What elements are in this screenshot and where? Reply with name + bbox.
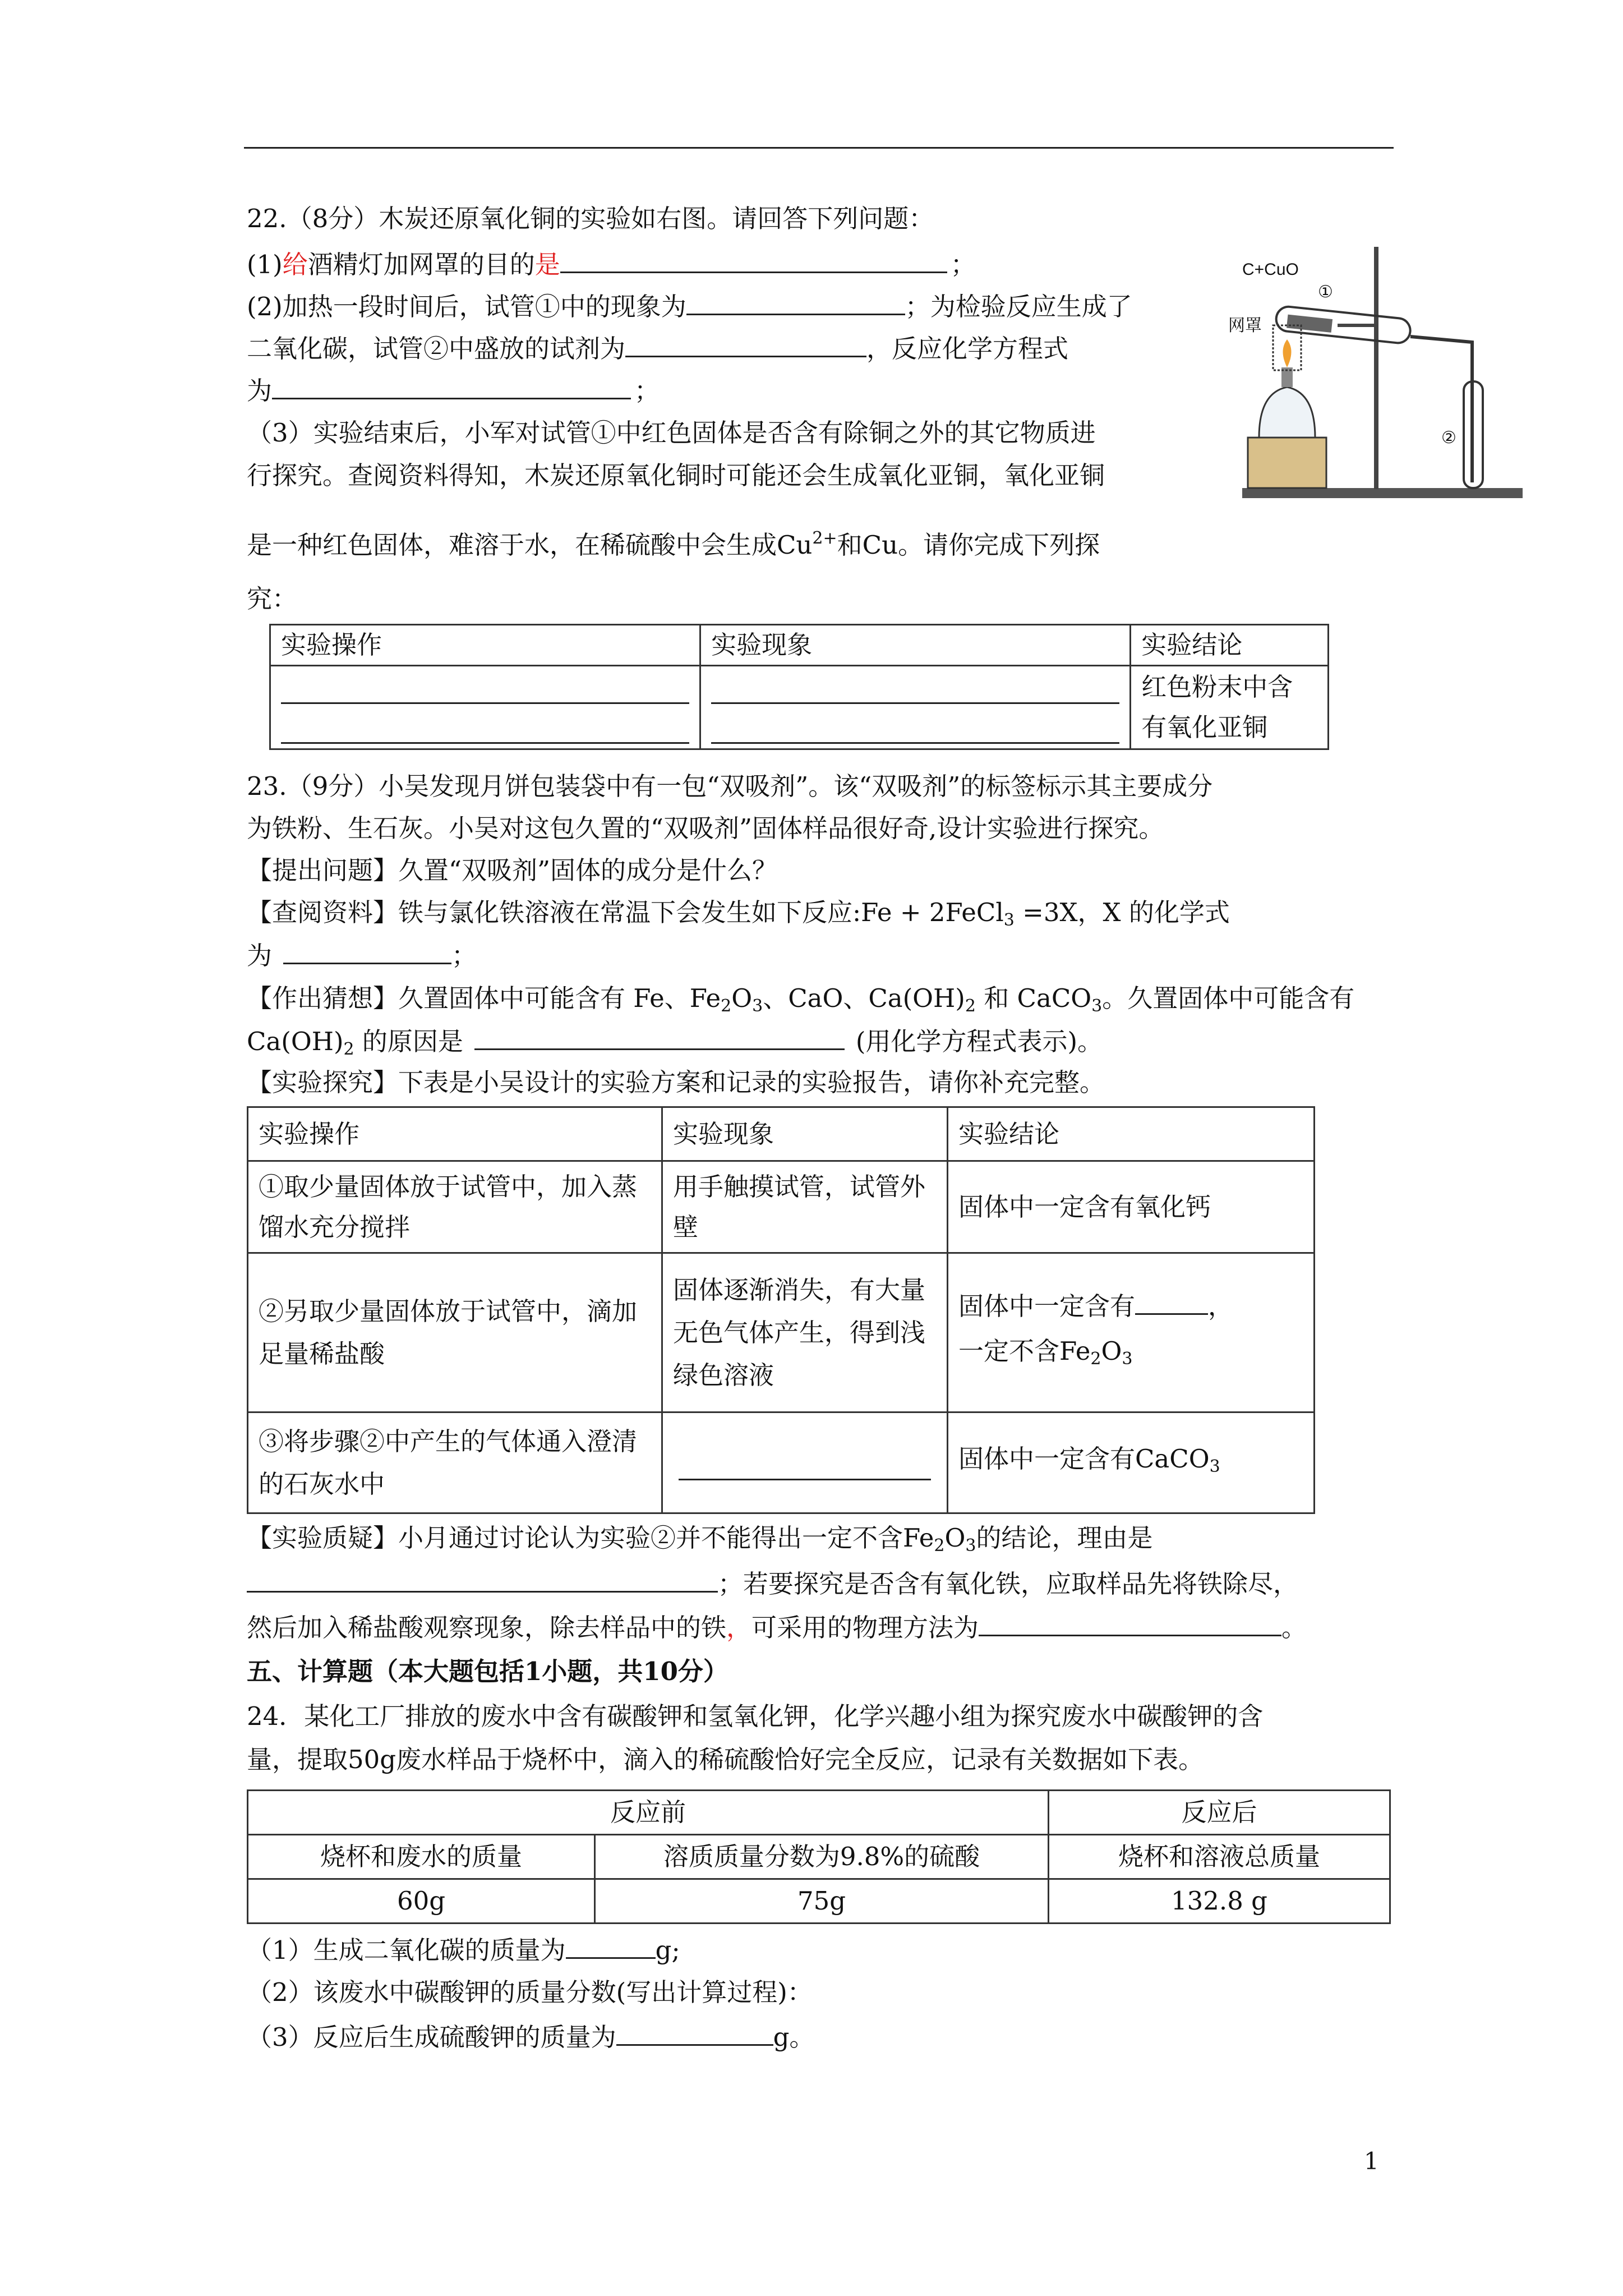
figure-label-cuo: C+CuO [1242, 260, 1299, 279]
table-header: 烧杯和废水的质量 [248, 1835, 595, 1879]
header-rule [244, 147, 1394, 149]
q23-doubt: 【实验质疑】小月通过讨论认为实验②并不能得出一定不含$Fe_2O_3$的结论，理由是 [247, 1523, 1153, 1556]
answer-blank[interactable] [560, 247, 947, 273]
figure-label-tube2: ② [1441, 429, 1456, 447]
q22-table [269, 624, 1329, 750]
answer-cell-phenomenon[interactable] [700, 666, 1131, 749]
table-header-after: 反应后 [1049, 1791, 1390, 1835]
q22-part3-line2: 行探究。查阅资料得知，木炭还原氧化铜时可能还会生成氧化亚铜，氧化亚铜 [247, 461, 1105, 490]
answer-cell-operation[interactable] [270, 666, 700, 749]
q24-line2: 量，提取50g废水样品于烧杯中，滴入的稀硫酸恰好完全反应，记录有关数据如下表。 [247, 1745, 1204, 1774]
q23-title-line2: 为铁粉、生石灰。小吴对这包久置的“双吸剂”固体样品很好奇,设计实验进行探究。 [247, 813, 1164, 843]
table-cell: 固体中一定含有氧化钙 [948, 1161, 1315, 1253]
q24-sub1: （1）生成二氧化碳的质量为 g; [247, 1932, 680, 1967]
table-cell: 用手触摸试管，试管外壁 [662, 1161, 948, 1253]
stand-base [1242, 488, 1523, 498]
table-header-before: 反应前 [248, 1791, 1049, 1835]
table-header: 实验结论 [948, 1107, 1315, 1161]
page-number: 1 [1364, 2147, 1379, 2175]
table-cell: 75g [595, 1879, 1049, 1924]
table-header: 实验操作 [248, 1107, 662, 1161]
experiment-apparatus-figure [1225, 241, 1539, 516]
q23-doubt-line3: 然后加入稀盐酸观察现象，除去样品中的铁，可采用的物理方法为 。 [247, 1610, 1307, 1645]
answer-blank[interactable] [272, 373, 631, 399]
figure-label-tube1: ① [1318, 283, 1333, 301]
q24-sub3: （3）反应后生成硫酸钾的质量为 g。 [247, 2019, 814, 2054]
q23-guess: 【作出猜想】久置固体中可能含有 Fe、$Fe_2O_3$、CaO、$Ca(OH)_2$ 和 CaCO$_3$。久置固体中可能含有 [247, 983, 1355, 1016]
q23-doubt-line2: ；若要探究是否含有氧化铁，应取样品先将铁除尽， [247, 1566, 1298, 1601]
answer-blank[interactable] [474, 1024, 845, 1050]
q23-table [247, 1106, 1315, 1514]
table-header: 实验结论 [1131, 625, 1329, 666]
table-cell: ②另取少量固体放于试管中，滴加足量稀盐酸 [248, 1253, 662, 1412]
table-header: 烧杯和溶液总质量 [1049, 1835, 1390, 1879]
q24-line1: 24．某化工厂排放的废水中含有碳酸钾和氢氧化钾，化学兴趣小组为探究废水中碳酸钾的含 [247, 1701, 1264, 1731]
table-cell: ③将步骤②中产生的气体通入澄清的石灰水中 [248, 1412, 662, 1513]
q24-sub2: （2）该废水中碳酸钾的质量分数(写出计算过程)： [247, 1977, 813, 2007]
answer-cell[interactable] [662, 1412, 948, 1513]
q23-reference: 【查阅资料】铁与氯化铁溶液在常温下会发生如下反应:Fe + 2FeCl$_3$ =3X，X 的化学式 [247, 898, 1230, 930]
q23-reference-line2: 为 ； [247, 938, 477, 973]
stand-rod [1374, 247, 1378, 489]
q22-part3-line1: （3）实验结束后，小军对试管①中红色固体是否含有除铜之外的其它物质进 [247, 418, 1096, 448]
answer-blank[interactable] [625, 331, 866, 357]
table-cell: 固体中一定含有 ， 一定不含$Fe_2O_3$ [948, 1253, 1315, 1412]
q23-title: 23.（9分）小吴发现月饼包装袋中有一包“双吸剂”。该“双吸剂”的标签标示其主要成分 [247, 771, 1213, 801]
q23-ask: 【提出问题】久置“双吸剂”固体的成分是什么？ [247, 855, 778, 885]
q22-part3-line3: 是一种红色固体，难溶于水，在稀硫酸中会生成$Cu^{2+}$和Cu。请你完成下列探 [247, 528, 1100, 560]
table-header: 实验现象 [662, 1107, 948, 1161]
section-five-heading: 五、计算题（本大题包括1小题，共10分） [247, 1657, 728, 1686]
answer-blank[interactable] [566, 1932, 656, 1959]
answer-blank[interactable] [686, 289, 905, 315]
table-cell: ①取少量固体放于试管中，加入蒸馏水充分搅拌 [248, 1161, 662, 1253]
q22-part2-line2: 二氧化碳，试管②中盛放的试剂为 ，反应化学方程式 [247, 331, 1068, 366]
wooden-block [1248, 438, 1326, 488]
q22-part2-line3: 为 ； [247, 373, 660, 408]
answer-blank[interactable] [247, 1566, 718, 1593]
table-cell: 固体中一定含有CaCO$_3$ [948, 1412, 1315, 1513]
figure-label-mesh: 网罩 [1228, 316, 1262, 335]
q23-explore: 【实验探究】下表是小吴设计的实验方案和记录的实验报告，请你补充完整。 [247, 1068, 1105, 1097]
table-cell: 固体逐渐消失，有大量无色气体产生，得到浅绿色溶液 [662, 1253, 948, 1412]
table-cell: 60g [248, 1879, 595, 1924]
q22-title: 22.（8分）木炭还原氧化铜的实验如右图。请回答下列问题： [247, 204, 934, 233]
answer-blank[interactable] [1135, 1289, 1208, 1315]
q22-part1: (1)给酒精灯加网罩的目的是 ； [247, 247, 976, 282]
table-header: 实验操作 [270, 625, 700, 666]
table-header: 实验现象 [700, 625, 1131, 666]
table-cell-conclusion: 红色粉末中含有氧化亚铜 [1131, 666, 1329, 749]
q22-part2-line1: (2)加热一段时间后，试管①中的现象为 ；为检验反应生成了 [247, 289, 1132, 324]
answer-blank[interactable] [979, 1610, 1281, 1636]
q23-guess-line2: $Ca(OH)_2$ 的原因是 (用化学方程式表示)。 [247, 1024, 1103, 1066]
q22-part3-line4: 究： [247, 584, 298, 614]
answer-blank[interactable] [616, 2019, 773, 2046]
flame-icon [1283, 339, 1292, 367]
alcohol-lamp [1259, 387, 1315, 438]
answer-blank[interactable] [283, 938, 451, 964]
table-header: 溶质质量分数为9.8%的硫酸 [595, 1835, 1049, 1879]
q24-table [247, 1789, 1391, 1924]
table-cell: 132.8 g [1049, 1879, 1390, 1924]
